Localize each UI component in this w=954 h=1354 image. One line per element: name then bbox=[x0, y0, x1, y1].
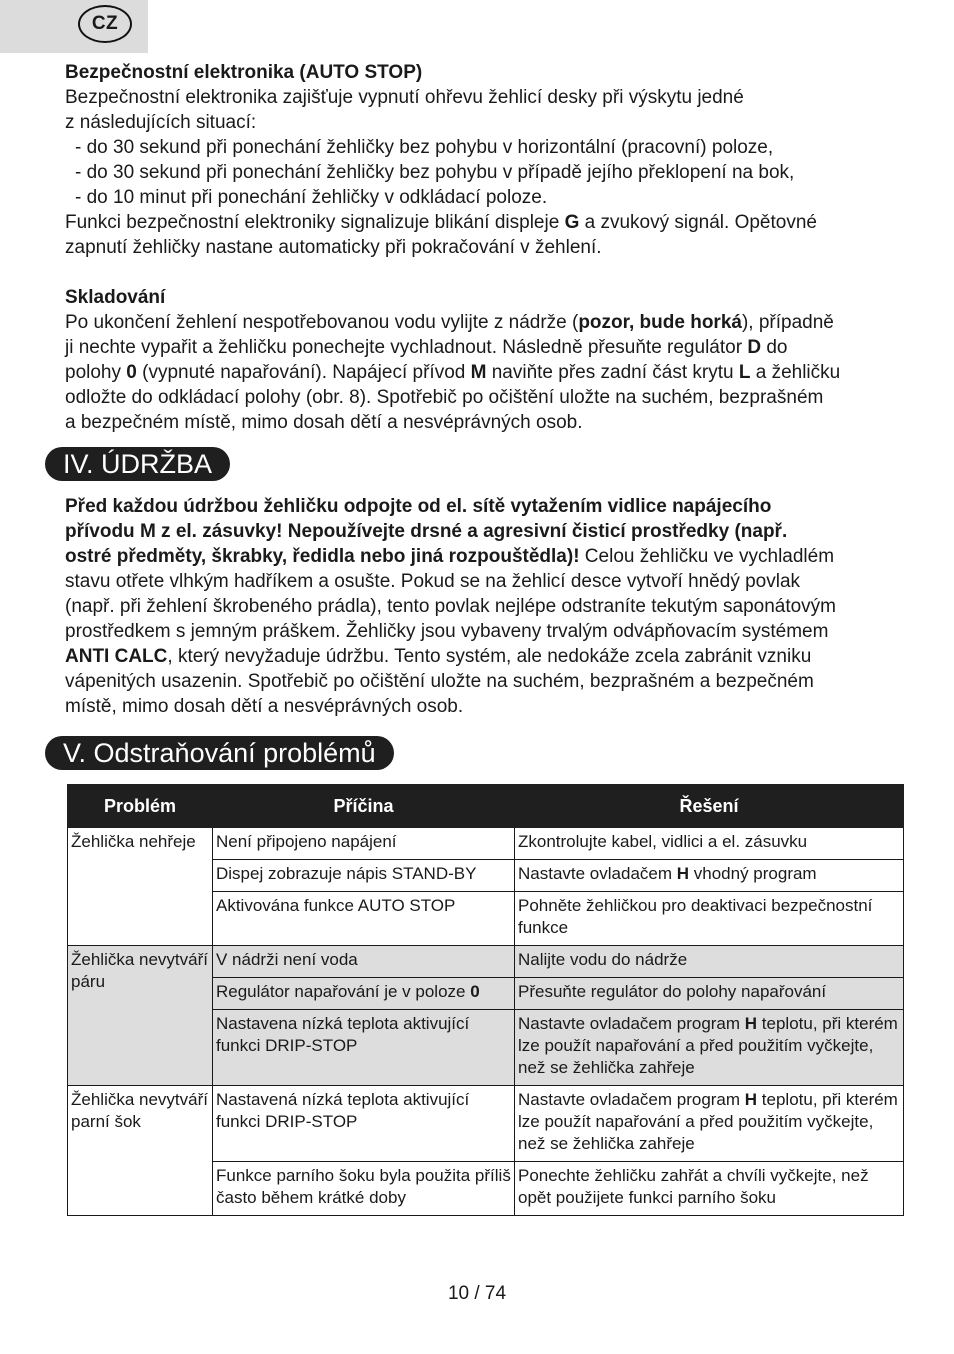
part-ref: L bbox=[738, 362, 751, 383]
storage-line bbox=[65, 360, 915, 385]
part-ref: 0 bbox=[126, 362, 137, 383]
storage-line bbox=[65, 310, 915, 335]
storage-line: odložte do odkládací polohy (obr. 8). Spotřebič po očištění uložte na suchém, bezprašném bbox=[65, 387, 824, 408]
text-run: Regulátor napařování je v poloze bbox=[216, 982, 471, 1001]
text-run: Nastavte ovladačem program bbox=[518, 1014, 745, 1033]
system-name: ANTI CALC bbox=[65, 646, 168, 667]
position-ref: 0 bbox=[470, 982, 480, 1001]
maintenance-line bbox=[65, 644, 915, 669]
warning-text: ostré předměty, škrabky, ředidla nebo jiná rozpouštědla)! bbox=[65, 546, 580, 567]
autostop-signal-line bbox=[65, 210, 915, 235]
solution-cell bbox=[515, 1086, 904, 1162]
autostop-intro-line: z následujících situací: bbox=[65, 112, 257, 133]
column-header-solution: Řešení bbox=[515, 785, 904, 828]
text-run: teplotu, při kterém lze použít napařování a před použitím vyčkejte, než se žehlička zahřeje bbox=[518, 1014, 898, 1077]
problem-cell: Žehlička nehřeje bbox=[68, 828, 213, 946]
warning-text: pozor, bude horká bbox=[578, 312, 742, 333]
cause-cell bbox=[213, 978, 515, 1010]
control-ref: H bbox=[676, 864, 690, 883]
autostop-section bbox=[65, 60, 915, 260]
column-header-problem: Problém bbox=[68, 785, 213, 828]
autostop-item: - do 30 sekund při ponechání žehličky bez pohybu v horizontální (pracovní) poloze, bbox=[75, 137, 774, 158]
table-row bbox=[68, 828, 904, 860]
text-run: vhodný program bbox=[689, 864, 817, 883]
text-run: Po ukončení žehlení nespotřebovanou vodu vylijte z nádrže ( bbox=[65, 312, 579, 333]
autostop-title: Bezpečnostní elektronika (AUTO STOP) bbox=[65, 62, 423, 83]
part-ref: M bbox=[470, 362, 487, 383]
display-ref: G bbox=[564, 212, 580, 233]
storage-section bbox=[65, 285, 915, 435]
storage-title: Skladování bbox=[65, 287, 166, 308]
text-run: ), případně bbox=[741, 312, 834, 333]
page-number: 10 / 74 bbox=[447, 1283, 507, 1304]
text-run: ji nechte vypařit a žehličku ponechejte vychladnout. Následně přesuňte regulátor bbox=[65, 337, 748, 358]
storage-line bbox=[65, 335, 915, 360]
maintenance-line: (např. při žehlení škrobeného prádla), tento povlak nejlépe odstraníte tekutým saponátovým bbox=[65, 596, 837, 617]
text-run: do bbox=[761, 337, 788, 358]
troubleshooting-heading: V. Odstraňování problémů bbox=[45, 736, 394, 770]
autostop-item: - do 30 sekund při ponechání žehličky bez pohybu v případě jejího překlopení na bok, bbox=[75, 162, 795, 183]
autostop-signal-line: zapnutí žehličky nastane automaticky při pokračování v žehlení. bbox=[65, 237, 602, 258]
autostop-item: - do 10 minut při ponechání žehličky v odkládací poloze. bbox=[75, 187, 548, 208]
text-run: polohy bbox=[65, 362, 127, 383]
solution-cell: Zkontrolujte kabel, vidlici a el. zásuvku bbox=[515, 828, 904, 860]
storage-line: a bezpečném místě, mimo dosah dětí a nesvéprávných osob. bbox=[65, 412, 583, 433]
maintenance-warning-line: Před každou údržbou žehličku odpojte od el. sítě vytažením vidlice napájecího bbox=[65, 496, 772, 517]
cause-cell: Aktivována funkce AUTO STOP bbox=[213, 892, 515, 946]
maintenance-line: prostředkem s jemným práškem. Žehličky jsou vybaveny trvalým odvápňovacím systémem bbox=[65, 621, 829, 642]
problem-cell: Žehlička nevytváří parní šok bbox=[68, 1086, 213, 1216]
text-run: (vypnuté napařování). Napájecí přívod bbox=[136, 362, 471, 383]
maintenance-section bbox=[65, 494, 915, 719]
language-tab bbox=[0, 0, 148, 53]
solution-cell: Nalijte vodu do nádrže bbox=[515, 946, 904, 978]
autostop-intro-line: Bezpečnostní elektronika zajišťuje vypnutí ohřevu žehlicí desky při výskytu jedné bbox=[65, 87, 744, 108]
table-header-row bbox=[68, 785, 904, 828]
control-ref: H bbox=[744, 1014, 758, 1033]
cause-cell: V nádrži není voda bbox=[213, 946, 515, 978]
cause-cell: Funkce parního šoku byla použita příliš často během krátké doby bbox=[213, 1162, 515, 1216]
cause-cell: Nastavená nízká teplota aktivující funkci DRIP-STOP bbox=[213, 1086, 515, 1162]
text-run: Funkci bezpečnostní elektroniky signalizuje blikání displeje bbox=[65, 212, 565, 233]
cause-cell: Není připojeno napájení bbox=[213, 828, 515, 860]
maintenance-line: stavu otřete vlhkým hadříkem a osušte. Pokud se na žehlicí desce vytvoří hnědý povlak bbox=[65, 571, 801, 592]
control-ref: H bbox=[744, 1090, 758, 1109]
solution-cell bbox=[515, 860, 904, 892]
maintenance-heading: IV. ÚDRŽBA bbox=[45, 447, 230, 481]
part-ref: D bbox=[747, 337, 762, 358]
maintenance-line bbox=[65, 544, 915, 569]
table-row bbox=[68, 946, 904, 978]
cause-cell: Dispej zobrazuje nápis STAND-BY bbox=[213, 860, 515, 892]
maintenance-line: vápenitých usazenin. Spotřebič po očištění uložte na suchém, bezprašném a bezpečném bbox=[65, 671, 814, 692]
maintenance-warning-line: přívodu M z el. zásuvky! Nepoužívejte drsné a agresivní čisticí prostředky (např. bbox=[65, 521, 788, 542]
text-run: a zvukový signál. Opětovné bbox=[579, 212, 817, 233]
text-run: teplotu, při kterém lze použít napařování a před použitím vyčkejte, než se žehlička zahřeje bbox=[518, 1090, 898, 1153]
column-header-cause: Příčina bbox=[213, 785, 515, 828]
table-row bbox=[68, 1086, 904, 1162]
text-run: , který nevyžaduje údržbu. Tento systém, ale nedokáže zcela zabránit vzniku bbox=[167, 646, 812, 667]
text-run: a žehličku bbox=[750, 362, 841, 383]
language-badge: CZ bbox=[78, 5, 132, 43]
text-run: Nastavte ovladačem program bbox=[518, 1090, 745, 1109]
solution-cell bbox=[515, 1010, 904, 1086]
maintenance-line: místě, mimo dosah dětí a nesvéprávných osob. bbox=[65, 696, 464, 717]
problem-cell: Žehlička nevytváří páru bbox=[68, 946, 213, 1086]
text-run: Nastavte ovladačem bbox=[518, 864, 677, 883]
solution-cell: Ponechte žehličku zahřát a chvíli vyčkejte, než opět použijete funkci parního šoku bbox=[515, 1162, 904, 1216]
text-run: naviňte přes zadní část krytu bbox=[486, 362, 739, 383]
cause-cell: Nastavena nízká teplota aktivující funkci DRIP-STOP bbox=[213, 1010, 515, 1086]
text-run: Celou žehličku ve vychladlém bbox=[579, 546, 835, 567]
solution-cell: Pohněte žehličkou pro deaktivaci bezpečnostní funkce bbox=[515, 892, 904, 946]
troubleshooting-table bbox=[67, 784, 904, 1216]
solution-cell: Přesuňte regulátor do polohy napařování bbox=[515, 978, 904, 1010]
